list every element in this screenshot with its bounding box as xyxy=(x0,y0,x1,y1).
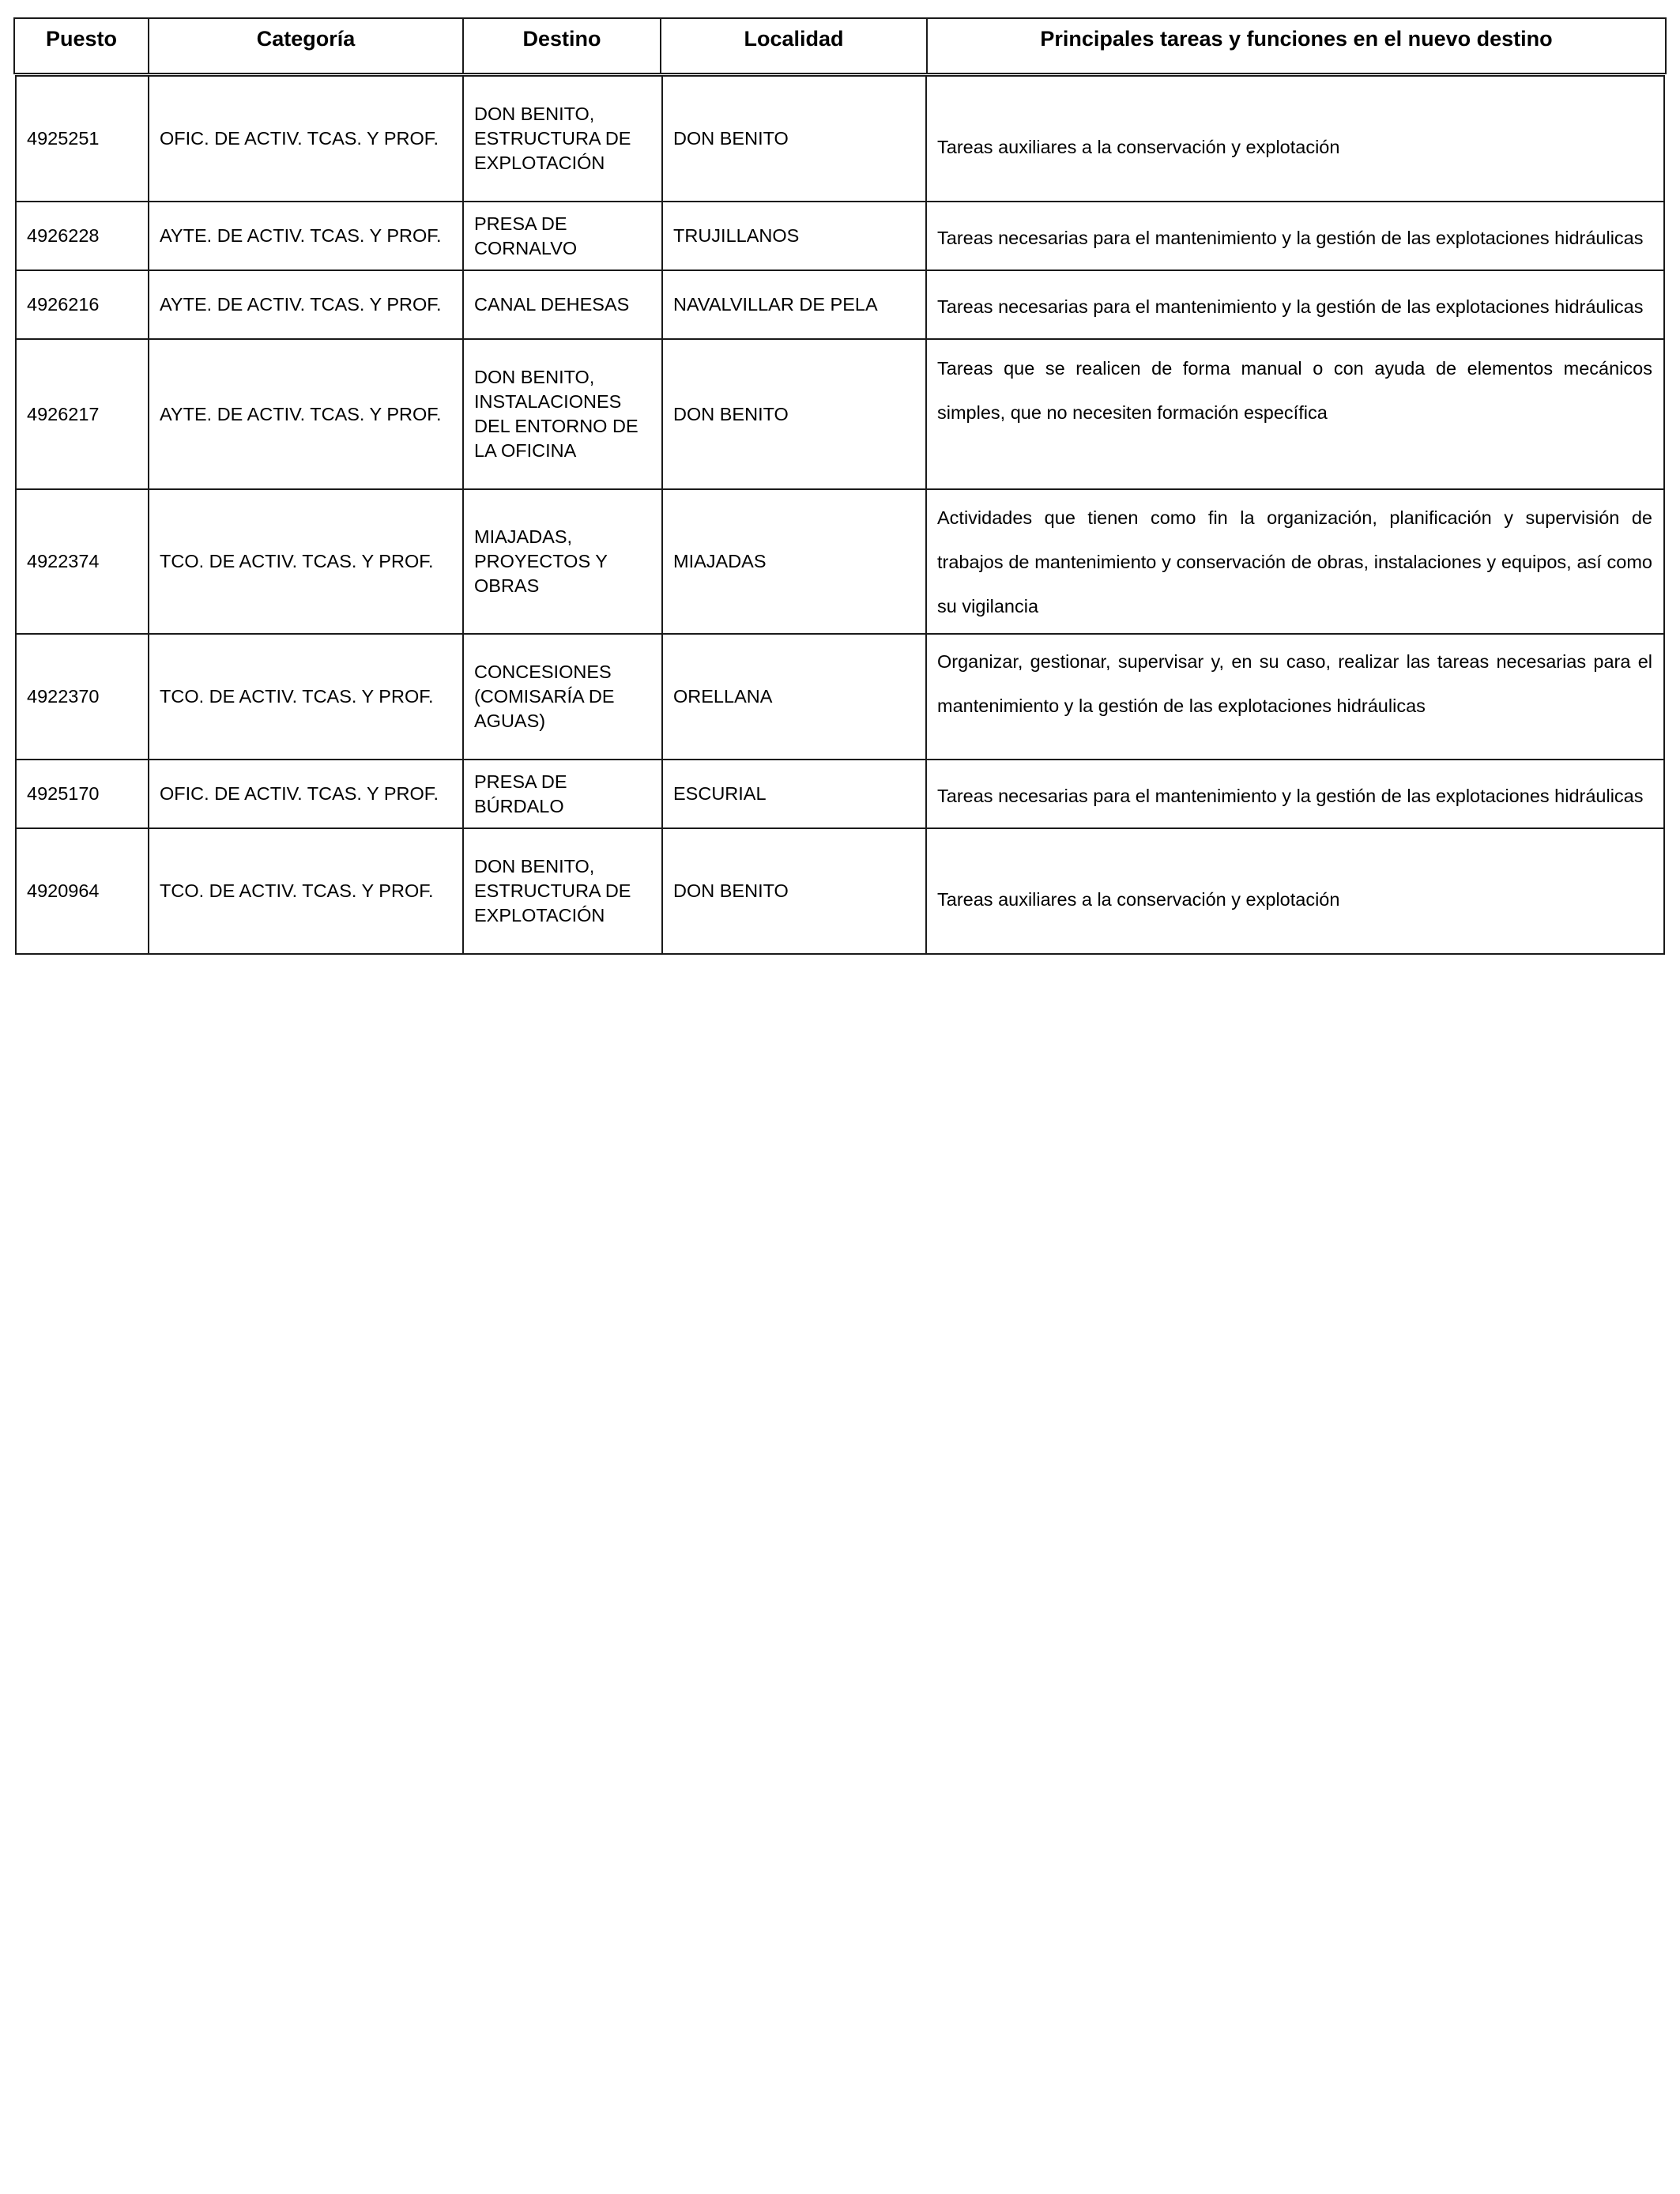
cell-localidad: DON BENITO xyxy=(662,76,926,202)
cell-categoria: TCO. DE ACTIV. TCAS. Y PROF. xyxy=(149,634,463,760)
cell-tareas: Tareas necesarias para el mantenimiento y la gestión de las explotaciones hidráulicas xyxy=(926,202,1664,270)
table-row xyxy=(16,760,1664,828)
header-categoria: Categoría xyxy=(149,18,463,74)
cell-puesto: 4926228 xyxy=(16,202,149,270)
cell-puesto: 4925251 xyxy=(16,76,149,202)
cell-categoria: AYTE. DE ACTIV. TCAS. Y PROF. xyxy=(149,339,463,489)
cell-localidad: DON BENITO xyxy=(662,339,926,489)
cell-categoria: AYTE. DE ACTIV. TCAS. Y PROF. xyxy=(149,270,463,339)
header-tareas: Principales tareas y funciones en el nuevo destino xyxy=(927,18,1666,74)
cell-puesto: 4922370 xyxy=(16,634,149,760)
cell-tareas: Tareas necesarias para el mantenimiento y la gestión de las explotaciones hidráulicas xyxy=(926,760,1664,828)
cell-tareas: Tareas que se realicen de forma manual o con ayuda de elementos mecánicos simples, que no necesiten formación específica xyxy=(926,339,1664,489)
cell-categoria: OFIC. DE ACTIV. TCAS. Y PROF. xyxy=(149,760,463,828)
table-row xyxy=(16,76,1664,202)
cell-categoria: AYTE. DE ACTIV. TCAS. Y PROF. xyxy=(149,202,463,270)
cell-destino: PRESA DE CORNALVO xyxy=(463,202,662,270)
table-header xyxy=(13,17,1667,74)
cell-categoria: TCO. DE ACTIV. TCAS. Y PROF. xyxy=(149,828,463,954)
cell-localidad: TRUJILLANOS xyxy=(662,202,926,270)
cell-destino: CONCESIONES (COMISARÍA DE AGUAS) xyxy=(463,634,662,760)
cell-puesto: 4920964 xyxy=(16,828,149,954)
header-localidad: Localidad xyxy=(661,18,927,74)
cell-localidad: MIAJADAS xyxy=(662,489,926,634)
cell-puesto: 4922374 xyxy=(16,489,149,634)
cell-tareas: Actividades que tienen como fin la organización, planificación y supervisión de trabajos de mantenimiento y conservación de obras, instalaciones y equipos, así como su vigilancia xyxy=(926,489,1664,634)
cell-localidad: ORELLANA xyxy=(662,634,926,760)
positions-table xyxy=(15,75,1665,955)
cell-tareas: Organizar, gestionar, supervisar y, en su caso, realizar las tareas necesarias para el mantenimiento y la gestión de las explotaciones hidráulicas xyxy=(926,634,1664,760)
cell-localidad: NAVALVILLAR DE PELA xyxy=(662,270,926,339)
cell-tareas: Tareas auxiliares a la conservación y explotación xyxy=(926,828,1664,954)
cell-destino: DON BENITO, ESTRUCTURA DE EXPLOTACIÓN xyxy=(463,828,662,954)
header-row xyxy=(14,18,1666,74)
cell-destino: CANAL DEHESAS xyxy=(463,270,662,339)
cell-localidad: ESCURIAL xyxy=(662,760,926,828)
table-row xyxy=(16,489,1664,634)
cell-puesto: 4925170 xyxy=(16,760,149,828)
cell-puesto: 4926217 xyxy=(16,339,149,489)
header-destino: Destino xyxy=(463,18,661,74)
table-row xyxy=(16,339,1664,489)
cell-categoria: OFIC. DE ACTIV. TCAS. Y PROF. xyxy=(149,76,463,202)
header-puesto: Puesto xyxy=(14,18,149,74)
table-row xyxy=(16,270,1664,339)
cell-tareas: Tareas auxiliares a la conservación y explotación xyxy=(926,76,1664,202)
cell-categoria: TCO. DE ACTIV. TCAS. Y PROF. xyxy=(149,489,463,634)
cell-tareas: Tareas necesarias para el mantenimiento y la gestión de las explotaciones hidráulicas xyxy=(926,270,1664,339)
cell-destino: DON BENITO, ESTRUCTURA DE EXPLOTACIÓN xyxy=(463,76,662,202)
table-row xyxy=(16,634,1664,760)
table-row xyxy=(16,828,1664,954)
cell-destino: PRESA DE BÚRDALO xyxy=(463,760,662,828)
cell-destino: MIAJADAS, PROYECTOS Y OBRAS xyxy=(463,489,662,634)
cell-localidad: DON BENITO xyxy=(662,828,926,954)
cell-puesto: 4926216 xyxy=(16,270,149,339)
table-row xyxy=(16,202,1664,270)
cell-destino: DON BENITO, INSTALACIONES DEL ENTORNO DE LA OFICINA xyxy=(463,339,662,489)
